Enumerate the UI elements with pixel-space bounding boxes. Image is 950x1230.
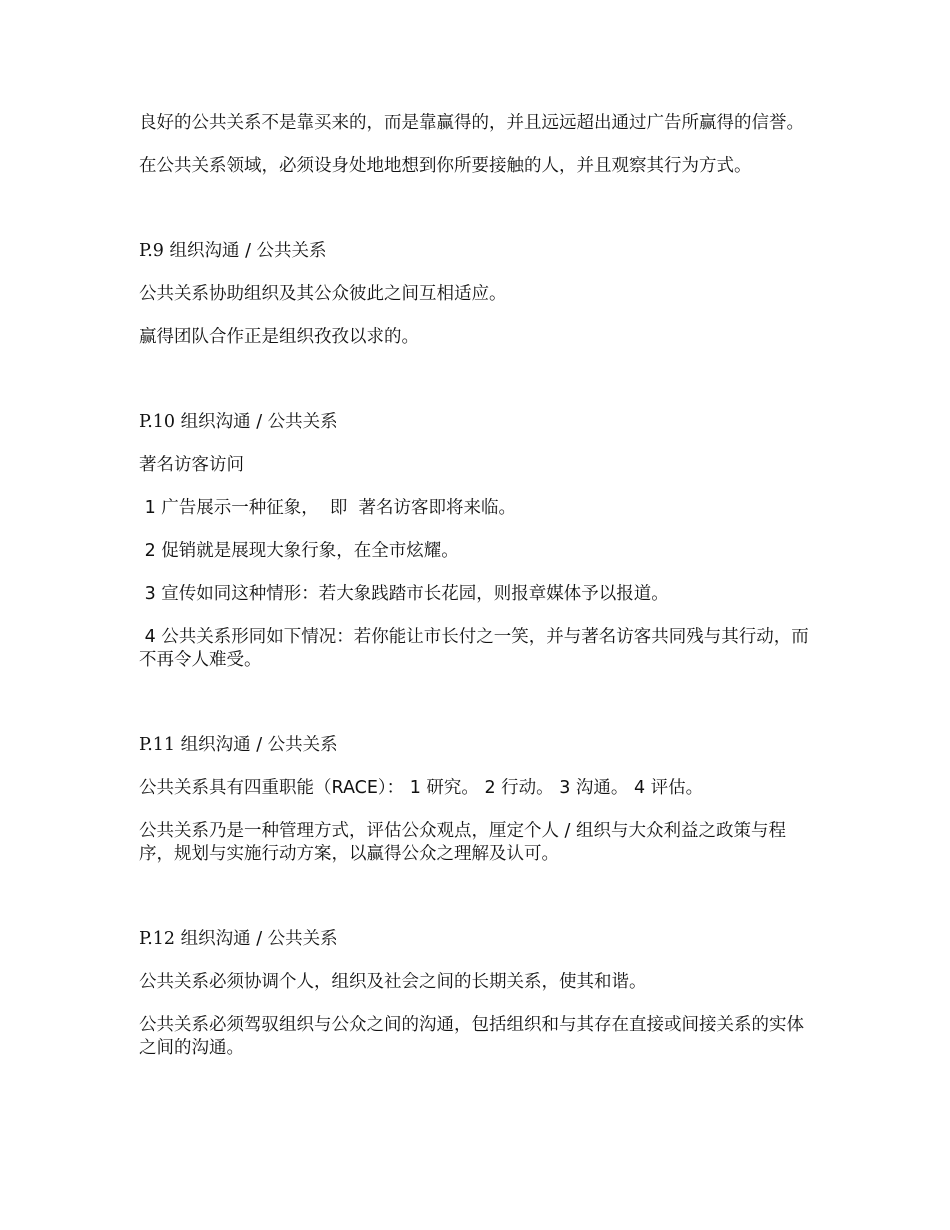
section-paragraph: 公共关系协助组织及其公众彼此之间互相适应。	[139, 284, 507, 304]
page-number: P.9	[139, 241, 164, 261]
list-item-1: 1 广告展示一种征象， 即 著名访客即将来临。	[139, 498, 517, 518]
document-page	[139, 112, 815, 1080]
intro-paragraph-2: 在公共关系领域，必须设身处地地想到你所要接触的人，并且观察其行为方式。	[139, 156, 752, 176]
section-heading	[139, 240, 815, 263]
section-p11	[139, 734, 815, 866]
list-item-3: 3 宣传如同这种情形：若大象践踏市长花园，则报章媒体予以报道。	[139, 584, 669, 604]
section-spacer	[139, 369, 815, 411]
section-spacer	[139, 886, 815, 928]
section-paragraph: 赢得团队合作正是组织孜孜以求的。	[139, 327, 419, 347]
list-item-4: 4 公共关系形同如下情况：若你能让市长付之一笑，并与著名访客共同残与其行动，而不再令人难受。	[139, 627, 809, 670]
section-heading	[139, 928, 815, 951]
section-paragraph: 公共关系必须协调个人，组织及社会之间的长期关系，使其和谐。	[139, 972, 647, 992]
list-item-2: 2 促销就是展现大象行象，在全市炫耀。	[139, 541, 459, 561]
section-p9	[139, 240, 815, 349]
page-number: P.12	[139, 929, 176, 949]
intro-paragraph-1: 良好的公共关系不是靠买来的，而是靠赢得的，并且远远超出通过广告所赢得的信誉。	[139, 113, 804, 133]
section-p12	[139, 928, 815, 1060]
section-title: 组织沟通 / 公共关系	[175, 735, 338, 755]
section-paragraph: 公共关系必须驾驭组织与公众之间的沟通，包括组织和与其存在直接或间接关系的实体之间的沟通。	[139, 1015, 804, 1058]
section-heading	[139, 411, 815, 434]
section-title: 组织沟通 / 公共关系	[175, 929, 338, 949]
section-title: 组织沟通 / 公共关系	[163, 241, 327, 261]
section-paragraph: 公共关系乃是一种管理方式，评估公众观点，厘定个人 / 组织与大众利益之政策与程序，规划与实施行动方案，以赢得公众之理解及认可。	[139, 821, 787, 864]
section-title: 组织沟通 / 公共关系	[175, 412, 338, 432]
section-heading	[139, 734, 815, 757]
section-spacer	[139, 692, 815, 734]
page-number: P.10	[139, 412, 176, 432]
section-paragraph: 著名访客访问	[139, 455, 244, 475]
page-number: P.11	[139, 735, 176, 755]
section-spacer	[139, 198, 815, 240]
section-p10	[139, 411, 815, 672]
section-paragraph: 公共关系具有四重职能（RACE）： 1 研究。 2 行动。 3 沟通。 4 评估。	[139, 778, 704, 798]
